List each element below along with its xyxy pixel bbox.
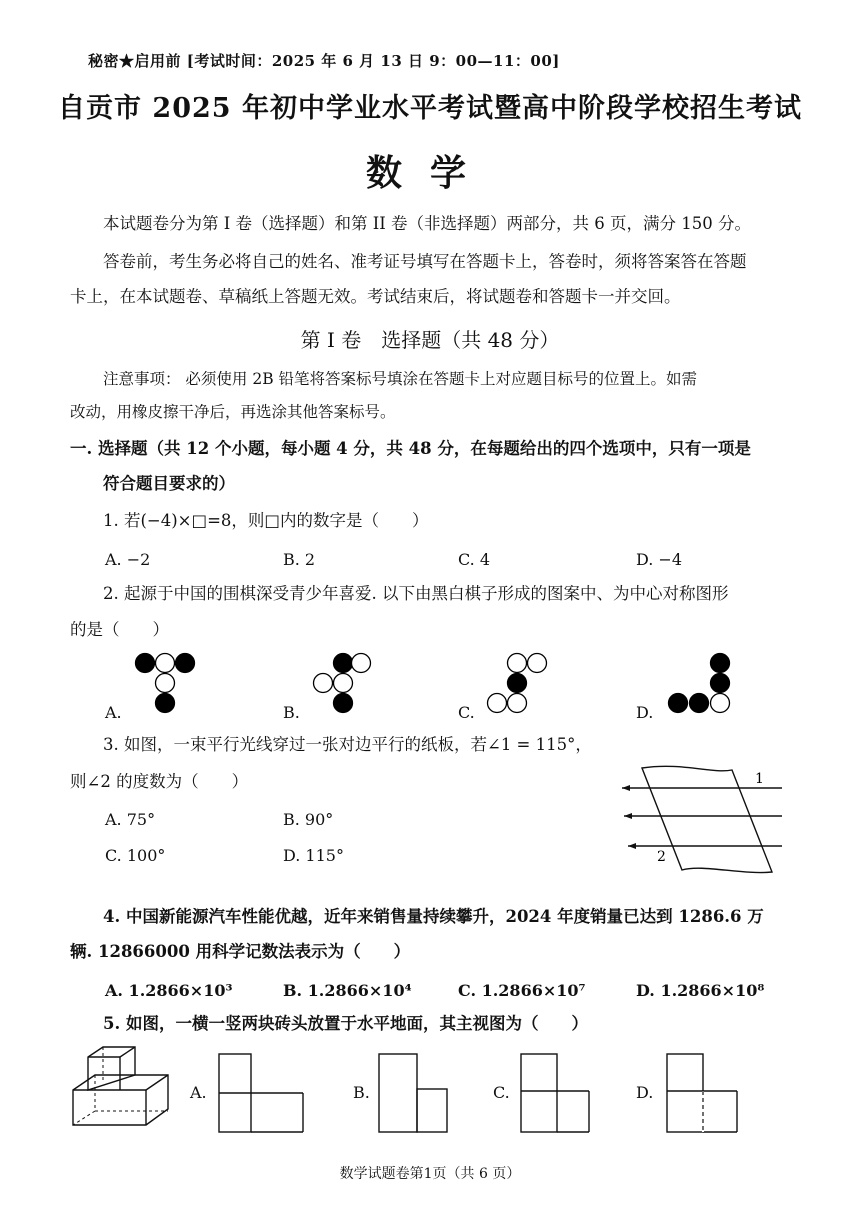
go-pattern-d: [662, 650, 740, 716]
subject-title: 数学: [365, 152, 494, 194]
go-pattern-c: [482, 650, 552, 716]
notice-line-2: 改动，用橡皮擦干净后，再选涂其他答案标号。: [70, 403, 396, 421]
q4-option-a: A. 1.2866×10³: [105, 981, 233, 1000]
intro-line-3: 卡上，在本试题卷、草稿纸上答题无效。考试结束后，将试题卷和答题卡一并交回。: [70, 287, 681, 306]
angle-1-label: 1: [755, 771, 764, 787]
q5-option-a: A.: [190, 1083, 207, 1102]
q2-option-d: D.: [636, 703, 654, 722]
q3-stem-line-2: 则∠2 的度数为（ ）: [70, 772, 249, 791]
q5-view-c: [520, 1053, 592, 1135]
q4-stem-line-1: 4. 中国新能源汽车性能优越，近年来销售量持续攀升，2024 年度销量已达到 1286.6 万: [103, 907, 764, 926]
q4-stem-line-2: 辆. 12866000 用科学记数法表示为（ ）: [70, 942, 411, 961]
intro-line-1: 本试题卷分为第 I 卷（选择题）和第 II 卷（非选择题）两部分，共 6 页，满分 150 分。: [103, 214, 752, 233]
q1-option-b: B. 2: [283, 550, 316, 569]
exam-title: 自贡市 2025 年初中学业水平考试暨高中阶段学校招生考试: [58, 93, 802, 124]
q5-bricks-figure: [68, 1043, 173, 1138]
q3-option-a: A. 75°: [105, 810, 156, 829]
angle-2-label: 2: [657, 849, 666, 865]
q5-view-b: [378, 1053, 450, 1135]
go-pattern-b: [305, 650, 375, 716]
q1-option-a: A. −2: [105, 550, 151, 569]
q2-option-c: C.: [458, 703, 475, 722]
confidential-header: 秘密★启用前 [考试时间：2025 年 6 月 13 日 9：00—11：00]: [88, 52, 560, 70]
notice-line-1: 注意事项： 必须使用 2B 铅笔将答案标号填涂在答题卡上对应题目标号的位置上。如需: [103, 370, 698, 388]
q5-view-a: [218, 1053, 306, 1135]
q3-option-b: B. 90°: [283, 810, 334, 829]
q5-option-c: C.: [493, 1083, 510, 1102]
q4-option-c: C. 1.2866×10⁷: [458, 981, 586, 1000]
q4-option-b: B. 1.2866×10⁴: [283, 981, 412, 1000]
q5-option-b: B.: [353, 1083, 370, 1102]
section-title: 第 I 卷 选择题（共 48 分）: [300, 328, 560, 352]
q3-light-board-figure: [612, 760, 792, 880]
q4-option-d: D. 1.2866×10⁸: [636, 981, 765, 1000]
q5-option-d: D.: [636, 1083, 654, 1102]
q2-stem-line-1: 2. 起源于中国的围棋深受青少年喜爱. 以下由黑白棋子形成的图案中、为中心对称图形: [103, 584, 729, 603]
q3-option-d: D. 115°: [283, 846, 344, 865]
go-pattern-a: [130, 650, 202, 716]
page-footer: 数学试题卷第1页（共 6 页）: [339, 1166, 521, 1182]
q2-option-a: A.: [105, 703, 122, 722]
q5-stem: 5. 如图，一横一竖两块砖头放置于水平地面，其主视图为（ ）: [103, 1014, 588, 1033]
part1-heading-cont: 符合题目要求的）: [103, 474, 235, 493]
q1-stem: 1. 若(−4)×□=8，则□内的数字是（ ）: [103, 511, 429, 530]
q2-stem-line-2: 的是（ ）: [70, 620, 169, 639]
part1-heading: 一. 选择题（共 12 个小题，每小题 4 分，共 48 分，在每题给出的四个选项中，只有一项是: [70, 439, 751, 458]
q3-option-c: C. 100°: [105, 846, 166, 865]
intro-line-2: 答卷前，考生务必将自己的姓名、准考证号填写在答题卡上，答卷时，须将答案答在答题: [103, 252, 747, 271]
q1-option-d: D. −4: [636, 550, 683, 569]
q3-stem-line-1: 3. 如图，一束平行光线穿过一张对边平行的纸板，若∠1 = 115°，: [103, 735, 592, 754]
q2-option-b: B.: [283, 703, 300, 722]
q5-view-d: [666, 1053, 740, 1135]
q1-option-c: C. 4: [458, 550, 491, 569]
